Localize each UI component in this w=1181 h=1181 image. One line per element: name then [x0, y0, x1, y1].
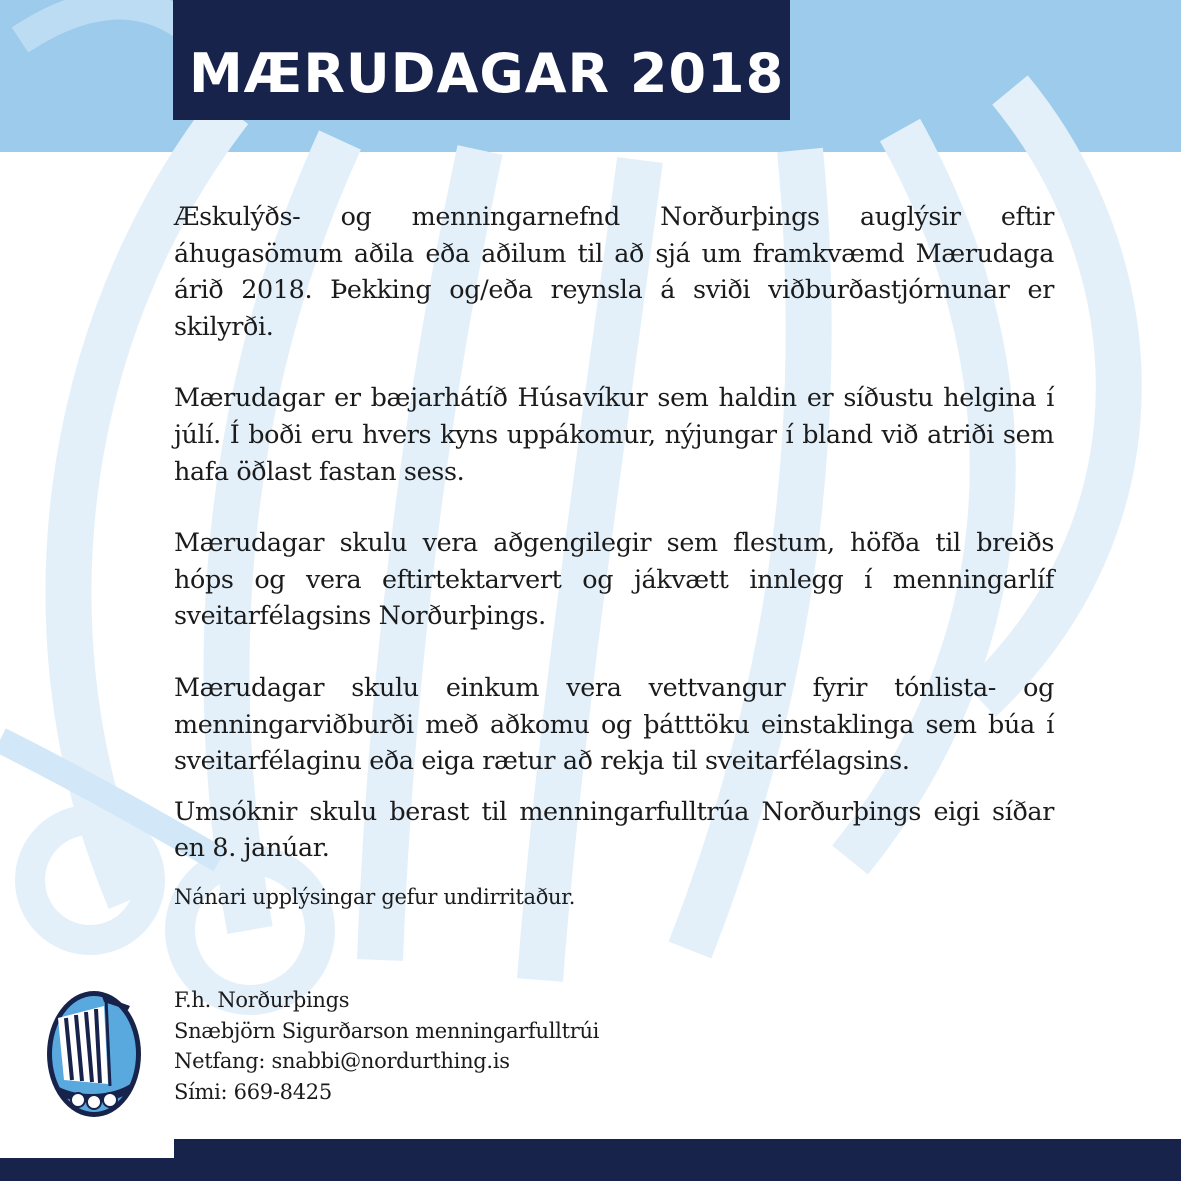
paragraph-venue: Mærudagar skulu einkum vera vettvangur fyrir tónlista- og menningarviðburði með aðkomu og þátttöku einstaklinga sem búa í sveitarfélaginu eða eiga rætur að rekja til sveitarfélagsins.	[174, 671, 1054, 776]
footer-bar	[0, 1158, 1181, 1181]
title-banner	[173, 0, 790, 120]
page-title: MÆRUDAGAR 2018	[189, 42, 785, 105]
signature-name: Snæbjörn Sigurðarson menningarfulltrúi	[174, 1018, 600, 1043]
paragraph-deadline: Umsóknir skulu berast til menningarfulltrúa Norðurþings eigi síðar en 8. janúar.	[174, 795, 1054, 863]
signature-email: Netfang: snabbi@nordurthing.is	[174, 1049, 510, 1074]
announcement-body	[174, 198, 1054, 912]
paragraph-festival: Mærudagar er bæjarhátíð Húsavíkur sem haldin er síðustu helgina í júlí. Í boði eru hvers kyns uppákomur, nýjungar í bland við atriði sem hafa öðlast fastan sess.	[174, 382, 1054, 486]
signature-phone: Sími: 669-8425	[174, 1079, 332, 1104]
paragraph-intro: Æskulýðs- og menningarnefnd Norðurþings auglýsir eftir áhugasömum aðila eða aðilum til að sjá um framkvæmd Mærudaga árið 2018. Þekking og/eða reynsla á sviði viðburðastjórnunar er skilyrði.	[174, 201, 1054, 341]
nordurthing-ship-crest-icon	[44, 988, 144, 1120]
info-line: Nánari upplýsingar gefur undirritaður.	[174, 884, 576, 909]
signature-block	[174, 985, 599, 1107]
signature-org: F.h. Norðurþings	[174, 988, 350, 1012]
paragraph-accessibility: Mærudagar skulu vera aðgengilegir sem flestum, höfða til breiðs hóps og vera eftirtektarvert og jákvætt innlegg í menningarlíf sveitarfélagsins Norðurþings.	[174, 527, 1054, 631]
